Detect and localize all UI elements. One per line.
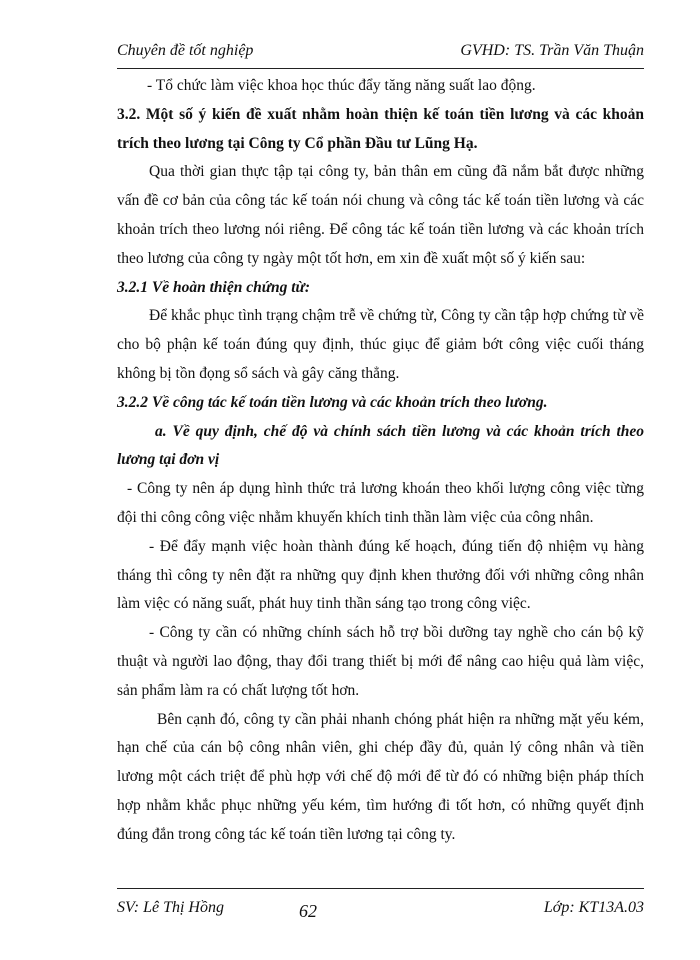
header-document-type: Chuyên đề tốt nghiệp xyxy=(117,42,254,59)
bullet-item: - Công ty nên áp dụng hình thức trả lương khoán theo khối lượng công việc từng đội thi công công việc nhằm khuyến khích tinh thần làm việc của công nhân. xyxy=(117,480,644,526)
footer-class: Lớp: KT13A.03 xyxy=(543,899,644,916)
bullet-item: - Công ty cần có những chính sách hỗ trợ bồi dưỡng tay nghề cho cán bộ kỹ thuật và người lao động, thay đổi trang thiết bị mới để nâng cao hiệu quả làm việc, sản phẩm làm ra có chất lượng tốt hơn. xyxy=(117,624,644,699)
page-number: 62 xyxy=(299,901,317,921)
subsection-heading-3-2-2: 3.2.2 Về công tác kế toán tiền lương và các khoản trích theo lương. xyxy=(117,393,548,411)
header-supervisor: GVHD: TS. Trần Văn Thuận xyxy=(460,42,644,59)
page-header xyxy=(117,38,644,69)
subheading-a: a. Về quy định, chế độ và chính sách tiền lương và các khoản trích theo lương tại đơn vị xyxy=(117,422,644,469)
intro-paragraph: Qua thời gian thực tập tại công ty, bản thân em cũng đã nắm bắt được những vấn đề cơ bản của công tác kế toán nói chung và công tác kế toán tiền lương và các khoản trích theo lương nói riêng. Để công tác kế toán tiền lương và các khoản trích theo lương của công ty ngày một tốt hơn, em xin đề xuất một số ý kiến sau: xyxy=(117,163,644,267)
bullet-top: - Tổ chức làm việc khoa học thúc đẩy tăng năng suất lao động. xyxy=(147,77,536,94)
footer-student: SV: Lê Thị Hồng xyxy=(117,899,224,916)
paragraph-3-2-1: Để khắc phục tình trạng chậm trễ về chứng từ, Công ty cần tập hợp chứng từ về cho bộ phận kế toán đúng quy định, thúc giục để giảm bớt công việc cuối tháng không bị tồn đọng sổ sách và gây căng thẳng. xyxy=(117,307,644,382)
page-body xyxy=(117,72,644,850)
section-heading-3-2: 3.2. Một số ý kiến đề xuất nhằm hoàn thiện kế toán tiền lương và các khoản trích theo lương tại Công ty Cổ phần Đầu tư Lũng Hạ. xyxy=(117,105,644,152)
page-footer xyxy=(117,888,644,929)
closing-paragraph: Bên cạnh đó, công ty cần phải nhanh chóng phát hiện ra những mặt yếu kém, hạn chế của cán bộ công nhân viên, ghi chép đầy đủ, quản lý công nhân và tiền lương một cách triệt để phù hợp với chế độ mới để từ đó có những biện pháp thích hợp nhằm khắc phục những yếu kém, tìm hướng đi tốt hơn, có những quyết định đúng đắn trong công tác kế toán tiền lương tại công ty. xyxy=(117,710,644,843)
subsection-heading-3-2-1: 3.2.1 Về hoàn thiện chứng từ: xyxy=(117,278,310,296)
bullet-item: - Để đẩy mạnh việc hoàn thành đúng kế hoạch, đúng tiến độ nhiệm vụ hàng tháng thì công ty nên đặt ra những quy định khen thưởng đối với những công nhân làm việc có năng suất, phát huy tinh thần sáng tạo trong công việc. xyxy=(117,537,644,613)
